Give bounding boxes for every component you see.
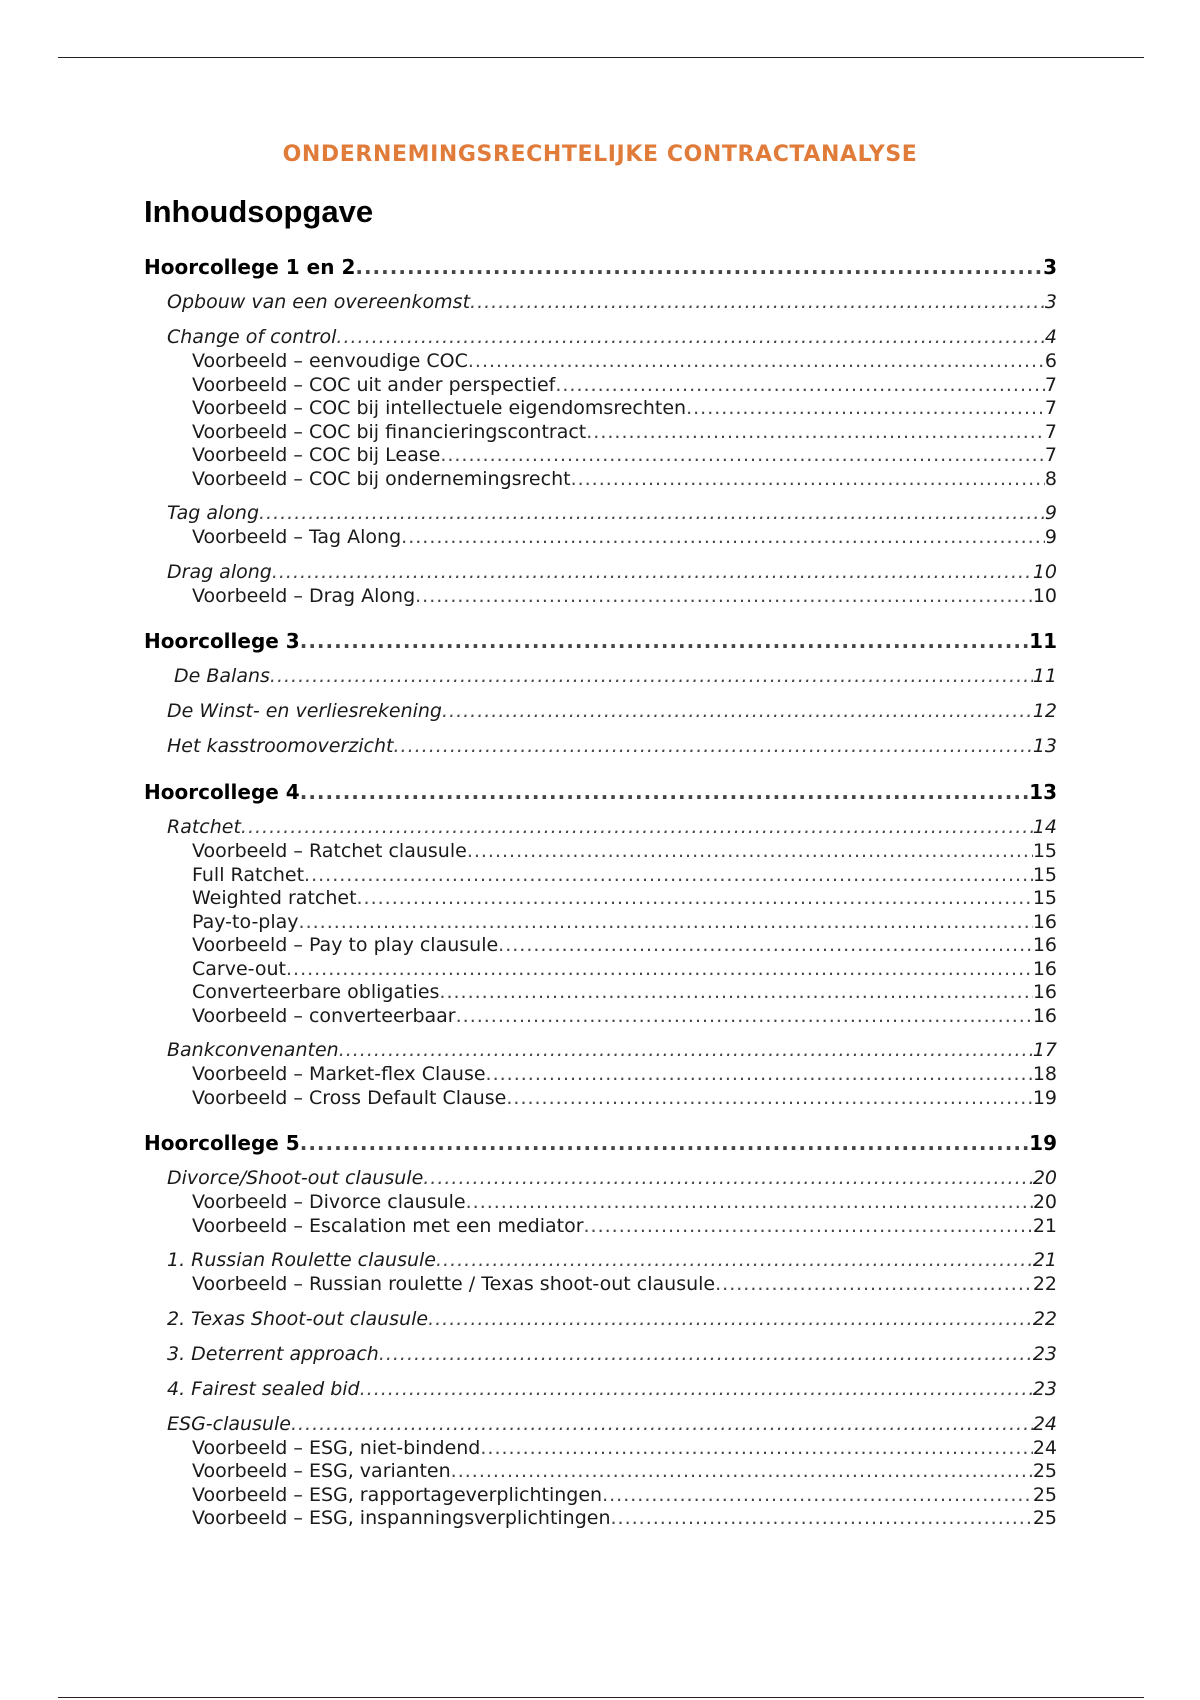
toc-entry[interactable] bbox=[144, 350, 1057, 374]
toc-entry-label: Voorbeeld – Cross Default Clause bbox=[192, 1086, 507, 1109]
toc-entry-label: De Winst- en verliesrekening bbox=[167, 700, 442, 722]
toc-dot-leader bbox=[357, 887, 1033, 911]
toc-entry-page: 23 bbox=[1032, 1342, 1057, 1365]
toc-entry-label: Voorbeeld – COC bij intellectuele eigendomsrechten bbox=[192, 397, 687, 419]
toc-entry-page: 9 bbox=[1044, 526, 1057, 548]
toc-entry[interactable] bbox=[144, 664, 1057, 689]
toc-dot-leader bbox=[270, 664, 1033, 689]
toc-entry-label: Hoorcollege 4 bbox=[144, 780, 300, 804]
toc-entry[interactable] bbox=[144, 254, 1057, 280]
toc-dot-leader bbox=[355, 254, 1043, 280]
toc-entry-label: Change of control bbox=[167, 326, 337, 348]
toc-entry[interactable] bbox=[144, 1507, 1057, 1531]
toc-entry-page: 15 bbox=[1032, 840, 1057, 862]
toc-entry-page: 13 bbox=[1029, 780, 1057, 804]
toc-entry-page: 7 bbox=[1044, 397, 1057, 419]
toc-entry[interactable] bbox=[144, 1273, 1057, 1297]
toc-entry[interactable] bbox=[144, 911, 1057, 935]
toc-dot-leader bbox=[715, 1273, 1033, 1297]
toc-entry-page: 21 bbox=[1032, 1214, 1057, 1237]
toc-entry-label: Hoorcollege 1 en 2 bbox=[144, 255, 356, 279]
toc-dot-leader bbox=[466, 1191, 1033, 1215]
toc-dot-leader bbox=[439, 981, 1032, 1005]
toc-entry-page: 24 bbox=[1032, 1436, 1057, 1459]
toc-dot-leader bbox=[241, 815, 1033, 840]
toc-entry-page: 19 bbox=[1032, 1086, 1057, 1109]
toc-entry-label: Voorbeeld – Divorce clausule bbox=[192, 1191, 466, 1213]
toc-entry-label: Voorbeeld – COC uit ander perspectief bbox=[192, 373, 556, 396]
toc-entry[interactable] bbox=[144, 628, 1057, 654]
toc-entry-label: Converteerbare obligaties bbox=[192, 981, 440, 1003]
toc-entry[interactable] bbox=[144, 779, 1057, 805]
toc-entry-label: Voorbeeld – Tag Along bbox=[192, 526, 402, 548]
toc-entry-label: 1. Russian Roulette clausule bbox=[167, 1249, 436, 1271]
toc-entry-page: 12 bbox=[1032, 700, 1057, 722]
toc-entry[interactable] bbox=[144, 815, 1057, 840]
toc-entry-page: 7 bbox=[1044, 444, 1057, 466]
toc-dot-leader bbox=[304, 864, 1033, 888]
toc-entry-page: 19 bbox=[1029, 1131, 1057, 1155]
toc-entry-page: 7 bbox=[1044, 420, 1057, 443]
toc-entry[interactable] bbox=[144, 1038, 1057, 1063]
toc-dot-leader bbox=[286, 958, 1033, 982]
toc-dot-leader bbox=[379, 1342, 1033, 1367]
toc-dot-leader bbox=[686, 397, 1045, 421]
toc-dot-leader bbox=[456, 1005, 1033, 1029]
toc-entry-page: 15 bbox=[1032, 863, 1057, 886]
toc-dot-leader bbox=[602, 1484, 1033, 1508]
toc-entry[interactable] bbox=[144, 1342, 1057, 1367]
toc-entry-label: Voorbeeld – COC bij Lease bbox=[192, 444, 441, 466]
toc-entry[interactable] bbox=[144, 958, 1057, 982]
toc-entry-label: Voorbeeld – eenvoudige COC bbox=[192, 350, 468, 372]
toc-entry-page: 23 bbox=[1032, 1377, 1057, 1400]
toc-entry-page: 17 bbox=[1032, 1039, 1057, 1061]
toc-entry[interactable] bbox=[144, 1307, 1057, 1332]
toc-entry-label: Divorce/Shoot-out clausule bbox=[167, 1167, 424, 1189]
toc-entry[interactable] bbox=[144, 444, 1057, 468]
toc-entry-page: 18 bbox=[1032, 1063, 1057, 1085]
toc-dot-leader bbox=[498, 934, 1033, 958]
toc-entry-page: 10 bbox=[1032, 560, 1057, 583]
toc-entry-label: Tag along bbox=[167, 502, 260, 524]
toc-entry-page: 16 bbox=[1032, 981, 1057, 1003]
toc-dot-leader bbox=[555, 374, 1045, 398]
toc-entry[interactable] bbox=[144, 1412, 1057, 1437]
toc-entry-label: Full Ratchet bbox=[192, 863, 305, 886]
toc-entry-label: Voorbeeld – Drag Along bbox=[192, 584, 416, 607]
toc-dot-leader bbox=[272, 560, 1033, 585]
toc-entry[interactable] bbox=[144, 1484, 1057, 1508]
toc-entry[interactable] bbox=[144, 840, 1057, 864]
toc-dot-leader bbox=[442, 699, 1033, 724]
toc-dot-leader bbox=[394, 734, 1033, 759]
toc-entry[interactable] bbox=[144, 421, 1057, 445]
toc-entry[interactable] bbox=[144, 1166, 1057, 1191]
toc-entry[interactable] bbox=[144, 1087, 1057, 1111]
toc-entry-label: 2. Texas Shoot-out clausule bbox=[167, 1307, 429, 1330]
document-title: ONDERNEMINGSRECHTELIJKE CONTRACTANALYSE bbox=[282, 142, 918, 167]
toc-dot-leader bbox=[428, 1307, 1033, 1332]
toc-dot-leader bbox=[480, 1437, 1032, 1461]
toc-entry-label: Voorbeeld – Pay to play clausule bbox=[192, 934, 499, 956]
toc-entry-page: 25 bbox=[1032, 1483, 1057, 1506]
toc-dot-leader bbox=[415, 585, 1033, 609]
toc-entry-label: Carve-out bbox=[192, 957, 286, 980]
toc-entry-page: 11 bbox=[1032, 665, 1057, 687]
toc-entry-label: Voorbeeld – Escalation met een mediator bbox=[192, 1214, 584, 1237]
toc-entry-page: 20 bbox=[1032, 1167, 1057, 1189]
toc-dot-leader bbox=[436, 1248, 1033, 1273]
toc-dot-leader bbox=[586, 421, 1045, 445]
toc-entry-page: 7 bbox=[1044, 373, 1057, 396]
toc-entry[interactable] bbox=[144, 585, 1057, 609]
toc-entry-label: Ratchet bbox=[167, 816, 241, 838]
toc-entry-page: 22 bbox=[1032, 1273, 1057, 1295]
toc-entry-label: Voorbeeld – Ratchet clausule bbox=[192, 840, 467, 862]
toc-dot-leader bbox=[336, 325, 1044, 350]
toc-entry-label: Pay-to-play bbox=[192, 910, 299, 933]
toc-entry-page: 10 bbox=[1032, 584, 1057, 607]
toc-dot-leader bbox=[339, 1038, 1033, 1063]
toc-dot-leader bbox=[300, 1130, 1029, 1156]
toc-dot-leader bbox=[299, 911, 1033, 935]
toc-entry[interactable] bbox=[144, 1437, 1057, 1461]
toc-entry-label: 3. Deterrent approach bbox=[167, 1342, 379, 1365]
toc-dot-leader bbox=[259, 501, 1045, 526]
toc-entry[interactable] bbox=[144, 1377, 1057, 1402]
toc-entry[interactable] bbox=[144, 1191, 1057, 1215]
toc-entry-page: 11 bbox=[1029, 629, 1057, 653]
toc-dot-leader bbox=[468, 350, 1045, 374]
toc-entry-label: De Balans bbox=[174, 665, 270, 687]
toc-entry[interactable] bbox=[144, 501, 1057, 526]
toc-entry-page: 3 bbox=[1044, 291, 1057, 313]
toc-entry[interactable] bbox=[144, 699, 1057, 724]
toc-entry-label: Voorbeeld – Russian roulette / Texas shoot-out clausule bbox=[192, 1273, 716, 1295]
toc-entry[interactable] bbox=[144, 934, 1057, 958]
toc-entry-label: Hoorcollege 5 bbox=[144, 1131, 300, 1155]
toc-entry[interactable] bbox=[144, 397, 1057, 421]
toc-entry[interactable] bbox=[144, 468, 1057, 492]
top-rule bbox=[58, 57, 1144, 58]
toc-entry[interactable] bbox=[144, 325, 1057, 350]
toc-entry-page: 6 bbox=[1044, 350, 1057, 372]
toc-entry[interactable] bbox=[144, 1005, 1057, 1029]
toc-entry-page: 25 bbox=[1032, 1460, 1057, 1482]
toc-dot-leader bbox=[360, 1377, 1033, 1402]
toc-entry-page: 8 bbox=[1044, 467, 1057, 490]
toc-entry[interactable] bbox=[144, 560, 1057, 585]
toc-entry-label: Weighted ratchet bbox=[192, 887, 357, 909]
toc-entry[interactable] bbox=[144, 1215, 1057, 1239]
toc-entry-page: 24 bbox=[1032, 1412, 1057, 1435]
table-of-contents bbox=[144, 254, 1057, 1531]
toc-entry-label: Hoorcollege 3 bbox=[144, 629, 300, 653]
toc-dot-leader bbox=[451, 1460, 1033, 1484]
toc-entry-label: Voorbeeld – ESG, inspanningsverplichtingen bbox=[192, 1507, 611, 1529]
toc-entry-label: Voorbeeld – ESG, rapportageverplichtingen bbox=[192, 1483, 603, 1506]
toc-entry[interactable] bbox=[144, 1130, 1057, 1156]
toc-entry-page: 16 bbox=[1032, 957, 1057, 980]
toc-entry-label: Voorbeeld – converteerbaar bbox=[192, 1004, 456, 1027]
toc-dot-leader bbox=[300, 779, 1029, 805]
toc-entry-label: Drag along bbox=[167, 560, 272, 583]
bottom-rule bbox=[58, 1697, 1144, 1698]
toc-dot-leader bbox=[486, 1063, 1033, 1087]
toc-entry-page: 9 bbox=[1044, 502, 1057, 524]
toc-dot-leader bbox=[506, 1087, 1032, 1111]
toc-entry-label: Voorbeeld – COC bij financieringscontract bbox=[192, 420, 587, 443]
toc-entry-page: 4 bbox=[1044, 326, 1057, 348]
toc-entry-page: 20 bbox=[1032, 1191, 1057, 1213]
toc-entry-page: 16 bbox=[1032, 910, 1057, 933]
toc-entry-label: 4. Fairest sealed bid bbox=[167, 1377, 360, 1400]
toc-dot-leader bbox=[440, 444, 1045, 468]
toc-entry[interactable] bbox=[144, 526, 1057, 550]
toc-entry-label: Bankconvenanten bbox=[167, 1039, 339, 1061]
toc-dot-leader bbox=[470, 290, 1045, 315]
toc-dot-leader bbox=[467, 840, 1033, 864]
toc-entry-page: 13 bbox=[1032, 735, 1057, 757]
toc-dot-leader bbox=[300, 628, 1029, 654]
toc-entry[interactable] bbox=[144, 290, 1057, 315]
toc-entry-page: 25 bbox=[1032, 1507, 1057, 1529]
toc-dot-leader bbox=[611, 1507, 1033, 1531]
toc-dot-leader bbox=[291, 1412, 1033, 1437]
toc-dot-leader bbox=[584, 1215, 1033, 1239]
toc-entry[interactable] bbox=[144, 1063, 1057, 1087]
toc-entry-page: 22 bbox=[1032, 1307, 1057, 1330]
toc-heading: Inhoudsopgave bbox=[144, 194, 374, 229]
toc-entry-label: Het kasstroomoverzicht bbox=[167, 735, 394, 757]
toc-entry[interactable] bbox=[144, 864, 1057, 888]
toc-entry[interactable] bbox=[144, 734, 1057, 759]
toc-entry-label: Voorbeeld – Market-flex Clause bbox=[192, 1063, 486, 1085]
toc-dot-leader bbox=[401, 526, 1045, 550]
toc-entry-page: 21 bbox=[1032, 1249, 1057, 1271]
toc-entry-label: Voorbeeld – ESG, varianten bbox=[192, 1460, 451, 1482]
toc-entry-label: Opbouw van een overeenkomst bbox=[167, 291, 471, 313]
toc-entry-label: ESG-clausule bbox=[167, 1412, 291, 1435]
toc-entry[interactable] bbox=[144, 1460, 1057, 1484]
toc-entry[interactable] bbox=[144, 981, 1057, 1005]
toc-entry-label: Voorbeeld – ESG, niet-bindend bbox=[192, 1436, 481, 1459]
toc-dot-leader bbox=[423, 1166, 1033, 1191]
toc-entry[interactable] bbox=[144, 1248, 1057, 1273]
toc-entry-page: 16 bbox=[1032, 1004, 1057, 1027]
toc-entry-page: 16 bbox=[1032, 934, 1057, 956]
toc-entry-label: Voorbeeld – COC bij ondernemingsrecht bbox=[192, 467, 571, 490]
toc-entry-page: 15 bbox=[1032, 887, 1057, 909]
toc-dot-leader bbox=[571, 468, 1045, 492]
toc-entry-page: 3 bbox=[1043, 255, 1057, 279]
toc-entry[interactable] bbox=[144, 374, 1057, 398]
toc-entry-page: 14 bbox=[1032, 816, 1057, 838]
toc-entry[interactable] bbox=[144, 887, 1057, 911]
